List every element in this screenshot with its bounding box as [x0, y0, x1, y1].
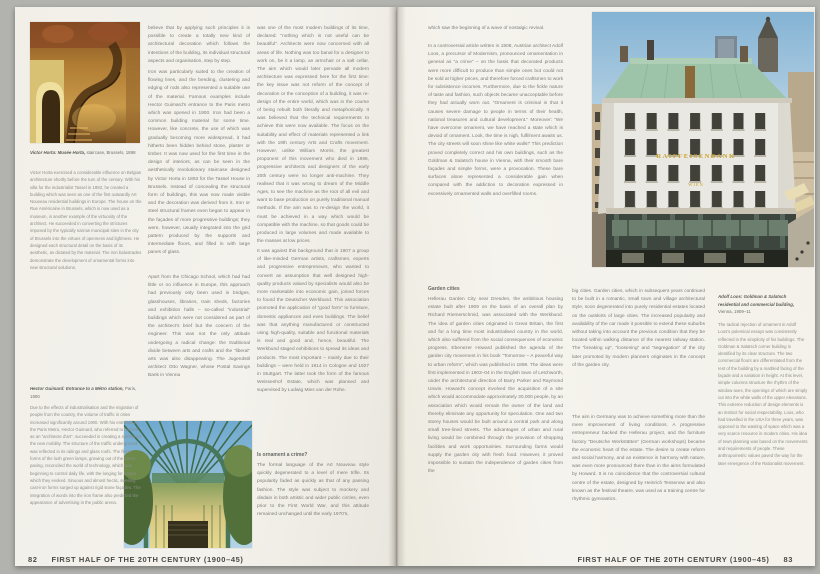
footer-right-title: FIRST HALF OF THE 20TH CENTURY (1900–45) — [577, 555, 770, 564]
body-column3-paragraph1: which saw the beginning of a wave of nostalgic revival. — [428, 26, 545, 31]
body-column1-paragraph1: believe that by applying such principles it is possible to create a totally new kind of architectural decoration which follows the intentions of the building, its individual structural aspects and organisation, step by step. — [148, 26, 250, 64]
horta-staircase-illustration — [30, 22, 140, 143]
horta-caption-body: Victor Horta exercised a considerable influence on Belgian architecture shortly before the turn of the century. With his villa for the industrialist Tassel in 1893, he created a building which was seen as one of the first outwardly Art Nouveau residential buildings in Europe. The house on the Rue Américaine in Brussels, which is now used as a museum, is another example of the virtuosity of the architect. He succeeded in converting the strictures imposed by the typically narrow municipal sites in the city of Brussels into the virtues of openness and lightness. He designed each structural detail on the basis of its aesthetic, as dictated by the material. The iron balustrades demonstrate the development of ornamental forms into new structural solutions. — [30, 170, 142, 270]
page-number-left: 82 — [28, 555, 38, 564]
metro-caption-body: Due to the effects of industrialisation and the migration of people from the country, the volume of traffic in cities increased significantly around 1900. With his entrance to the Paris Metro, Hector Guimard, who referred to himself as an “architecte d'art”, succeeded in creating a symbol for the new mobility. The structure of the traffic underground was reflected in its railings and glass roofs. The floral forms of the lush green lamps, growing out of the street paving, reconciled the world of technology, which was beginning to control daily life, with the longing for nature which they evoked. Sinuous and almost hectic, swelling cast-iron forms surged up against rigid stone façades. The integration of words into the iron frame also predicted the appearance of advertising in the public arena. — [30, 405, 142, 505]
raiffeisenbank-sign: RAIFFEISENBANK — [656, 153, 736, 160]
metro-entrance-illustration — [124, 421, 252, 548]
body-column2-paragraph2: It was against this background that in 1907 a group of like-minded German artists, craftsmen, experts and progressive entrepreneurs, who wanted to convert an assumption that well designed high-quality products valued by specialists would also be more marketable into economic gain, joined forces to found the Deutscher Werkbund. This association promoted the application of “good form” to furniture, domestic appliances and even buildings. The belief was that anything manufactured or constructed using high-quality, suitable and functional materials is real and good and, hence, beautiful. The Werkbund staged exhibitions to spread its ideas and products. The most important – mainly due to their buildings – were held in 1914 in Cologne and 1927 in Stuttgart. The latter took the form of the famous Weissenhof Estate, which was planned and supervised by Ludwig Mies van der Rohe. — [257, 249, 369, 394]
body-column1-paragraph3: Apart from the Chicago School, which had had little or no influence in Europe, this approach had previously only been used in bridges, glasshouses, libraries, train sheds, factories and exhibition halls – so-called “industrial” buildings which were not considered as part of the architect's brief but the concern of the engineer. This was not the only attitude undergoing a radical change: the traditional divide between arts and crafts and the “liberal” arts was also disappearing. The Jugendstil architect Otto Wagner, whose Postal Savings Bank in Vienna — [148, 275, 250, 379]
looshaus-caption-body: The radical rejection of ornament in Adolf Loos's polemical essays was consistently reflected in the simplicity of his buildings. The Goldman & Salatsch corner building is identified by its clear structure. The two commercial floors are differentiated from the rest of the building by a marbled facing of the façade and a variation in height. At this level, simple columns structure the rhythm of the window axes, the openings of which are simply cut into the white walls of the upper elevations. This extreme reduction of design elements is an instinct for social respectability. Loos, who had travelled in the USA for three years, was opposed to the wasting of space which was a very scarce resource in modern cities. His idea of town planning was based on the movements and requirements of people. These anthropometric values paved the way for the later emergence of the Rationalist movement. — [718, 322, 808, 466]
body-column4-paragraph1: big cities. Garden cities, which in subsequent years continued to be built in a romantic, small town and village architectural style, soon degenerated into purely residential estates located on the outskirts of large cities. The increased popularity and availability of the car made it possible to extend these suburbs without taking into account the previous condition that they be located within walking distance of the nearest railway station. The “breaking up”, “loosening” and “segregation” of the city later promoted by modern planners originates in the concept of the garden city. — [572, 289, 705, 368]
page-number-right: 83 — [783, 555, 793, 564]
horta-caption-title — [30, 149, 142, 167]
body-column3-paragraph3: Hellerau Garden City near Dresden, the ambitious housing estate built after 1909 on the basis of an overall plan by Richard Riemerschmid, was associated with the Werkbund. The idea of garden cities originated in Great Britain, the first and for a long time most industrialised country in the world, which also suffered from the social consequences of economic progress. Ebenezer Howard published the agenda of the garden city movement in his book “Tomorrow – A peaceful way to urban reform”, which was published in 1898. The ideas were first implemented in 1903–04 in the English town of Letchworth, under the architectural direction of Barry Parker and Raymond Unwin. Howard's concept involved the acquisition of a site which would accommodate approximately 30,000 people, by an association which would remain the owner of the land and thereby eliminate any opportunity for speculation. One and two storey houses would be built around a central park and along small tree-lined streets. The advantages of urban and rural living would be combined through the provision of shopping facilities and work opportunities. Surrounding farms would supply the garden city with fresh food. However, it proved impossible to sustain the independence of garden cities from the — [428, 297, 563, 475]
horta-staircase-photo — [30, 22, 140, 143]
horta-caption-title-bold: Victor Horta: Musée Horta, — [30, 150, 86, 155]
looshaus-photo — [592, 12, 814, 267]
body-column1-paragraph2: Iron was particularly suited to the creation of flowing lines, and the bending, clustering and edging of rods also represented a suitable use of the material. Famous examples include Hector Guimard's entrance to the Paris metro which was opened in 1900. Iron had been a common building material for some time. However, like concrete, the use of which was gradually becoming more widespread, it had hitherto been hidden behind stone, plaster or timber. It was now used for the first time in the design of interiors, as can be seen in the aesthetically revolutionary staircase designed by Victor Horta in 1893 for the Tassel House in Brussels. Instead of concealing the structural form of buildings, this was now made visible and the decoration was derived from it. Iron or steel structural frames even began to appear in the façades of more progressive buildings; they were, however, usually integrated into the grid pattern produced by the supports and intermediate floors, and filled in with large panes of glass. — [148, 70, 250, 256]
footer-right — [578, 555, 794, 564]
footer-left-title: FIRST HALF OF THE 20TH CENTURY (1900–45) — [51, 555, 244, 564]
looshaus-caption-locality: Vienna, 1909–11 — [718, 309, 751, 315]
footer-left — [28, 555, 244, 564]
looshaus-caption-title — [718, 293, 808, 319]
page-gutter-shadow — [388, 7, 406, 566]
section-heading-garden-cities: Garden cities — [428, 286, 460, 292]
body-column2-paragraph3: The formal language of the Art Nouveau style quickly degenerated to a level of mere trifle. Its popularity faded as quickly as that of any passing fashion. The style was subject to mockery and disdain in both artistic and wider public circles, even prior to the First World War, and this attitude remained unchanged until the early 1970's, — [257, 463, 369, 518]
looshaus-illustration — [592, 12, 814, 267]
metro-caption-locality: Paris, 1900 — [30, 386, 137, 399]
wien-sign: WIEN — [688, 182, 704, 187]
body-column4-paragraph2: The aim in Germany was to achieve something more than the mere improvement of living conditions. A progressive entrepreneur backed the Hellerau project, and the furniture factory “Deutsche Werkstätten” (German workshops) became the economic heart of the estate. The desire to create reform and social harmony, and an existence in harmony with nature, was even more pronounced there than in the aims formulated by Howard. It is no coincidence that the controversial cultural centre of the estate, designed by Heinrich Tessenow and also known as the festival theatre, was used as a training centre for rhythmic gymnastics. — [572, 415, 705, 503]
metro-caption-title — [30, 385, 142, 403]
metro-entrance-photo — [124, 421, 252, 548]
section-heading-is-ornament-a-crime: Is ornament a crime? — [257, 452, 308, 458]
body-column2-paragraph1: was one of the most modern buildings of its time, declared: “nothing which is not useful can be beautiful”. Architects were now concerned with all areas of life. Nothing was too banal for a designer to work on, be it a lamp, an armchair or a salt cellar. The aim which would later pervade all modern architecture was expressed here for the first time: the key issue was not reform of the concept of decoration or the conception of a building, it was re-design of the entire world, which was in the course of being rebuilt both literally and metaphorically. It was believed that the technical requirements to achieve this were now available. The focus on the suitability and effect of materials represented a link with the 19th century Arts and Crafts movement. However, unlike William Morris, the greatest proponent of this movement who died in 1896, progressive architects and designers of the early 20th century were no longer anti-machine. They realised that it was wrong to dream of the Middle Ages, to see the machine as the root of all evil and want to base production on purely traditional manual methods. If the aim was to re-design the world, it must be achieved in a way which would be compatible with the machine, so that goods could be produced in large volumes and made available to the masses at low prices. — [257, 26, 369, 245]
looshaus-caption-title-bold: Adolf Loos: Goldman & Salatsch residential and commercial building, — [718, 294, 795, 307]
horta-caption-locality: staircase, Brussels, 1898 — [86, 150, 136, 155]
body-column3-paragraph2: In a controversial article written in 1908, Austrian architect Adolf Loos, a precursor of Modernism, pronounced ornamentation in general as “a crime” – on the basis that decorated products were more difficult to produce than simple ones but could not be sold at higher prices, and therefore forced craftsmen to work for subsistence incomes. Furthermore, due to the fickle nature of taste and fashion, such objects became unacceptable before they had actually worn out. “Ornament is criminal in that it causes severe damage to people in terms of their health, national treasures and cultural development.” Moreover: “We have overcome ornament, we have reached a state which is devoid of ornament. Look, the time is nigh, fulfilment awaits us. The city streets will soon shine like white walls!” This prediction proved completely correct and his own buildings, such as the Goldman & Salatsch house in Vienna, with their smooth bare façades and simple forms, were a provocation. These bare surfaces alone represented a considerable gain when compared with the addiction to decoration expressed in excessively ornamented walls and overfilled rooms. — [428, 44, 563, 197]
metro-caption-title-bold: Hector Guimard: Entrance to a Métro station, — [30, 386, 124, 391]
